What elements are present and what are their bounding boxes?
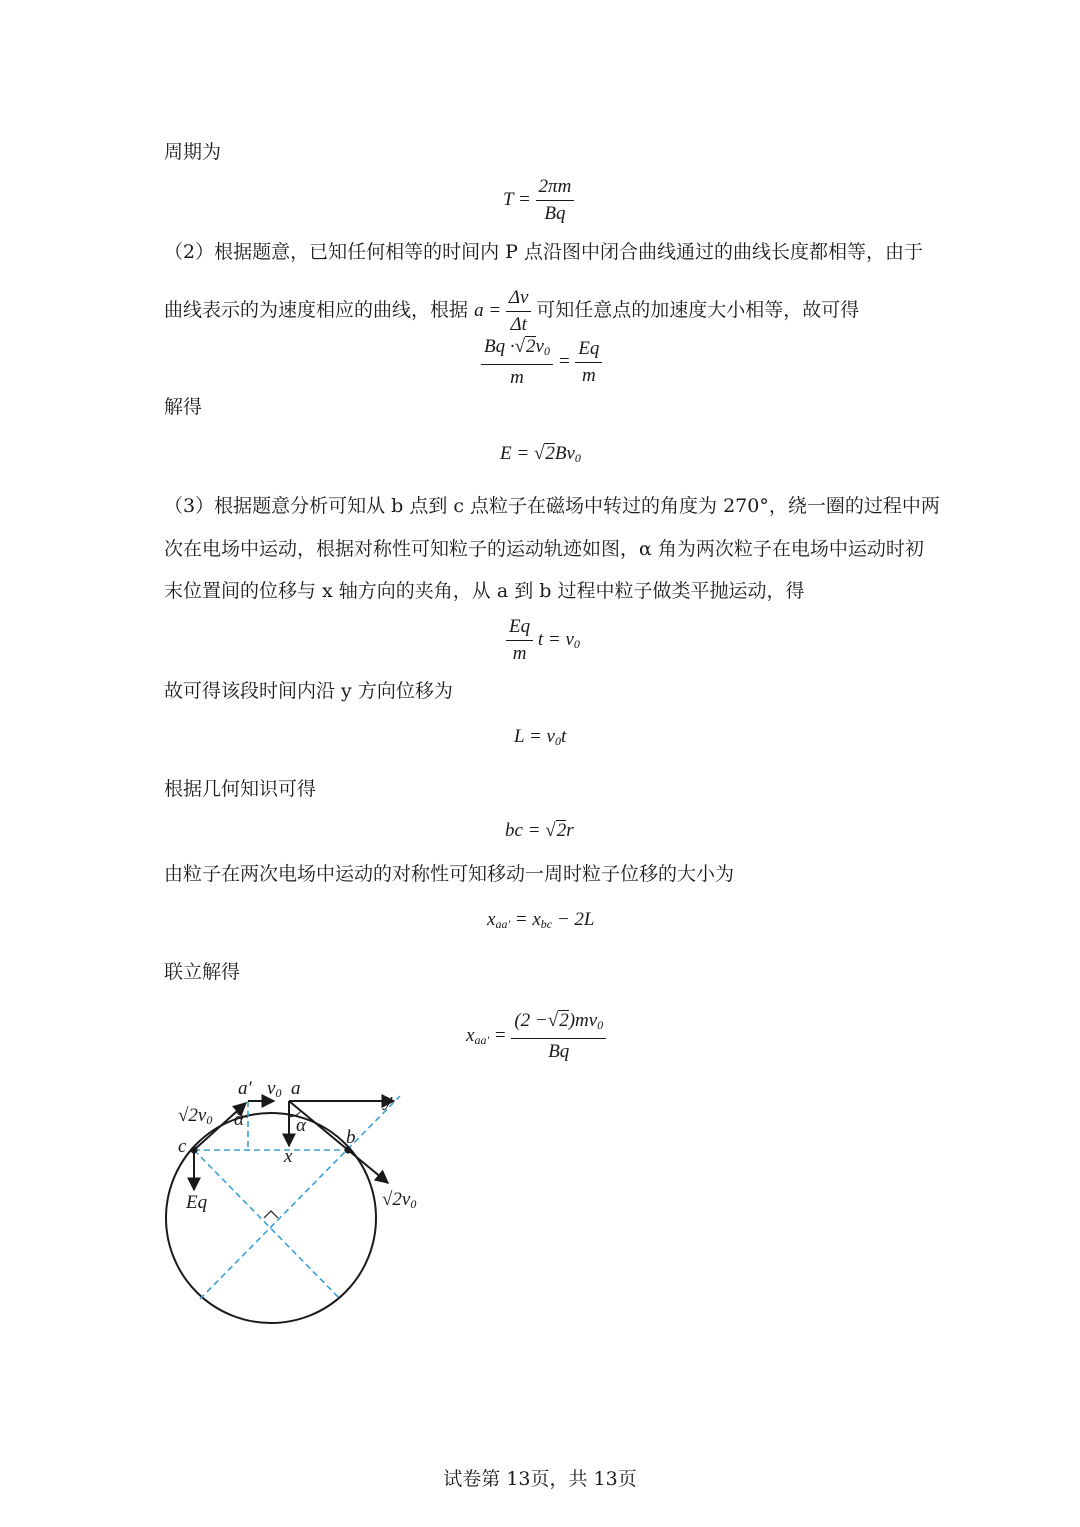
solve-label: 解得 (164, 396, 203, 418)
balance-fraction-left (481, 336, 553, 389)
y-disp-label: 故可得该段时间内沿 y 方向位移为 (164, 680, 453, 702)
final-equation: $x_{aa'}$ = $\frac{(2 -√2)mv_0}{Bq}$ (466, 1010, 606, 1063)
right-angle-mark (264, 1211, 278, 1218)
combined-label: 联立解得 (164, 961, 241, 983)
y-disp-sub: 0 (554, 734, 561, 748)
label-eq: Eq (186, 1192, 208, 1213)
bc-lhs: bc = (505, 820, 541, 841)
label-v0: v0 (267, 1078, 282, 1100)
motion-rest: t = v (537, 628, 574, 650)
balance-den-left: m (510, 367, 524, 388)
final-den: Bq (548, 1041, 570, 1062)
part3-line3: 末位置间的位移与 x 轴方向的夹角，从 a 到 b 过程中粒子做类平抛运动，得 (164, 580, 805, 602)
period-den: Bq (544, 203, 566, 224)
bc-sqrt: 2 (556, 820, 567, 841)
field-rhs: Bv (554, 443, 575, 464)
label-x: x (284, 1146, 293, 1167)
label-sqrt2v0-right: √2v0 (382, 1189, 417, 1211)
symmetry-label: 由粒子在两次电场中运动的对称性可知移动一周时粒子位移的大小为 (164, 863, 735, 885)
accel-den: Δt (510, 314, 527, 335)
displacement-mid-sub: bc (540, 917, 553, 931)
y-disp-tail: t (560, 726, 567, 747)
final-lhs-sub: aa' (474, 1032, 490, 1047)
y-disp-equation (514, 726, 566, 749)
displacement-equation: $x_{aa'} = x_{bc} - 2L$ (487, 909, 595, 931)
balance-den-right: m (582, 365, 596, 386)
field-sqrt: 2 (545, 443, 555, 464)
balance-num-right: Eq (575, 338, 602, 363)
point-c (191, 1147, 198, 1154)
part3-line2: 次在电场中运动，根据对称性可知粒子的运动轨迹如图，α 角为两次粒子在电场中运动时初 (164, 538, 924, 560)
balance-num-left: $Bq \cdot√2v_0$ (481, 336, 553, 365)
circle-trajectory (166, 1113, 376, 1323)
motion-den: m (512, 643, 527, 664)
accel-num: Δv (506, 287, 532, 312)
label-a-prime: a′ (238, 1078, 252, 1099)
bc-equation: bc = √2r (505, 820, 574, 841)
part3-line1: （3）根据题意分析可知从 b 点到 c 点粒子在磁场中转过的角度为 270°，绕一圈的过程中两 (164, 495, 940, 517)
part2-line2-b: 可知任意点的加速度大小相等，故可得 (536, 298, 860, 321)
period-equation (503, 176, 574, 225)
part2-line1: （2）根据题意，已知任何相等的时间内 P 点沿图中闭合曲线通过的曲线长度都相等，由于 (164, 241, 923, 263)
accel-lhs: a = (474, 299, 502, 321)
label-alpha-right: α (296, 1115, 306, 1136)
accel-fraction (506, 287, 532, 336)
motion-equation (506, 616, 580, 665)
part2-line2 (164, 287, 859, 336)
trajectory-figure (150, 1072, 450, 1336)
balance-equals: = (557, 350, 571, 372)
balance-fraction-right (575, 338, 602, 387)
field-sub: 0 (574, 451, 581, 465)
balance-equation (481, 336, 602, 389)
period-lhs: T = (503, 188, 531, 210)
bc-rhs: r (566, 820, 574, 841)
field-lhs: E = (500, 443, 530, 464)
motion-sub: 0 (573, 636, 580, 651)
field-equation: $E = √2Bv_0$ (500, 443, 581, 465)
motion-num: Eq (506, 616, 533, 641)
period-num: 2πm (536, 176, 575, 201)
geometry-label: 根据几何知识可得 (164, 778, 317, 800)
trajectory-diagram (150, 1072, 450, 1332)
label-b: b (346, 1127, 356, 1148)
label-c: c (178, 1136, 187, 1157)
page-footer: 试卷第 13页，共 13页 (443, 1468, 637, 1490)
motion-fraction (506, 616, 533, 665)
final-fraction (511, 1010, 606, 1063)
label-sqrt2v0-left: √2v0 (178, 1105, 213, 1127)
final-equals: = (493, 1024, 507, 1046)
displacement-lhs-sub: aa' (495, 917, 511, 931)
label-a: a (291, 1078, 301, 1099)
final-num: $(2 -√2)mv_0$ (511, 1010, 606, 1039)
y-disp-text: L = v (514, 726, 555, 747)
label-y: y (384, 1090, 393, 1111)
part2-line2-a: 曲线表示的为速度相应的曲线，根据 (164, 298, 469, 321)
period-label: 周期为 (164, 141, 222, 163)
label-alpha-left: α (234, 1109, 244, 1130)
period-fraction (536, 176, 575, 225)
dashed-diagonal-1 (194, 1150, 340, 1299)
